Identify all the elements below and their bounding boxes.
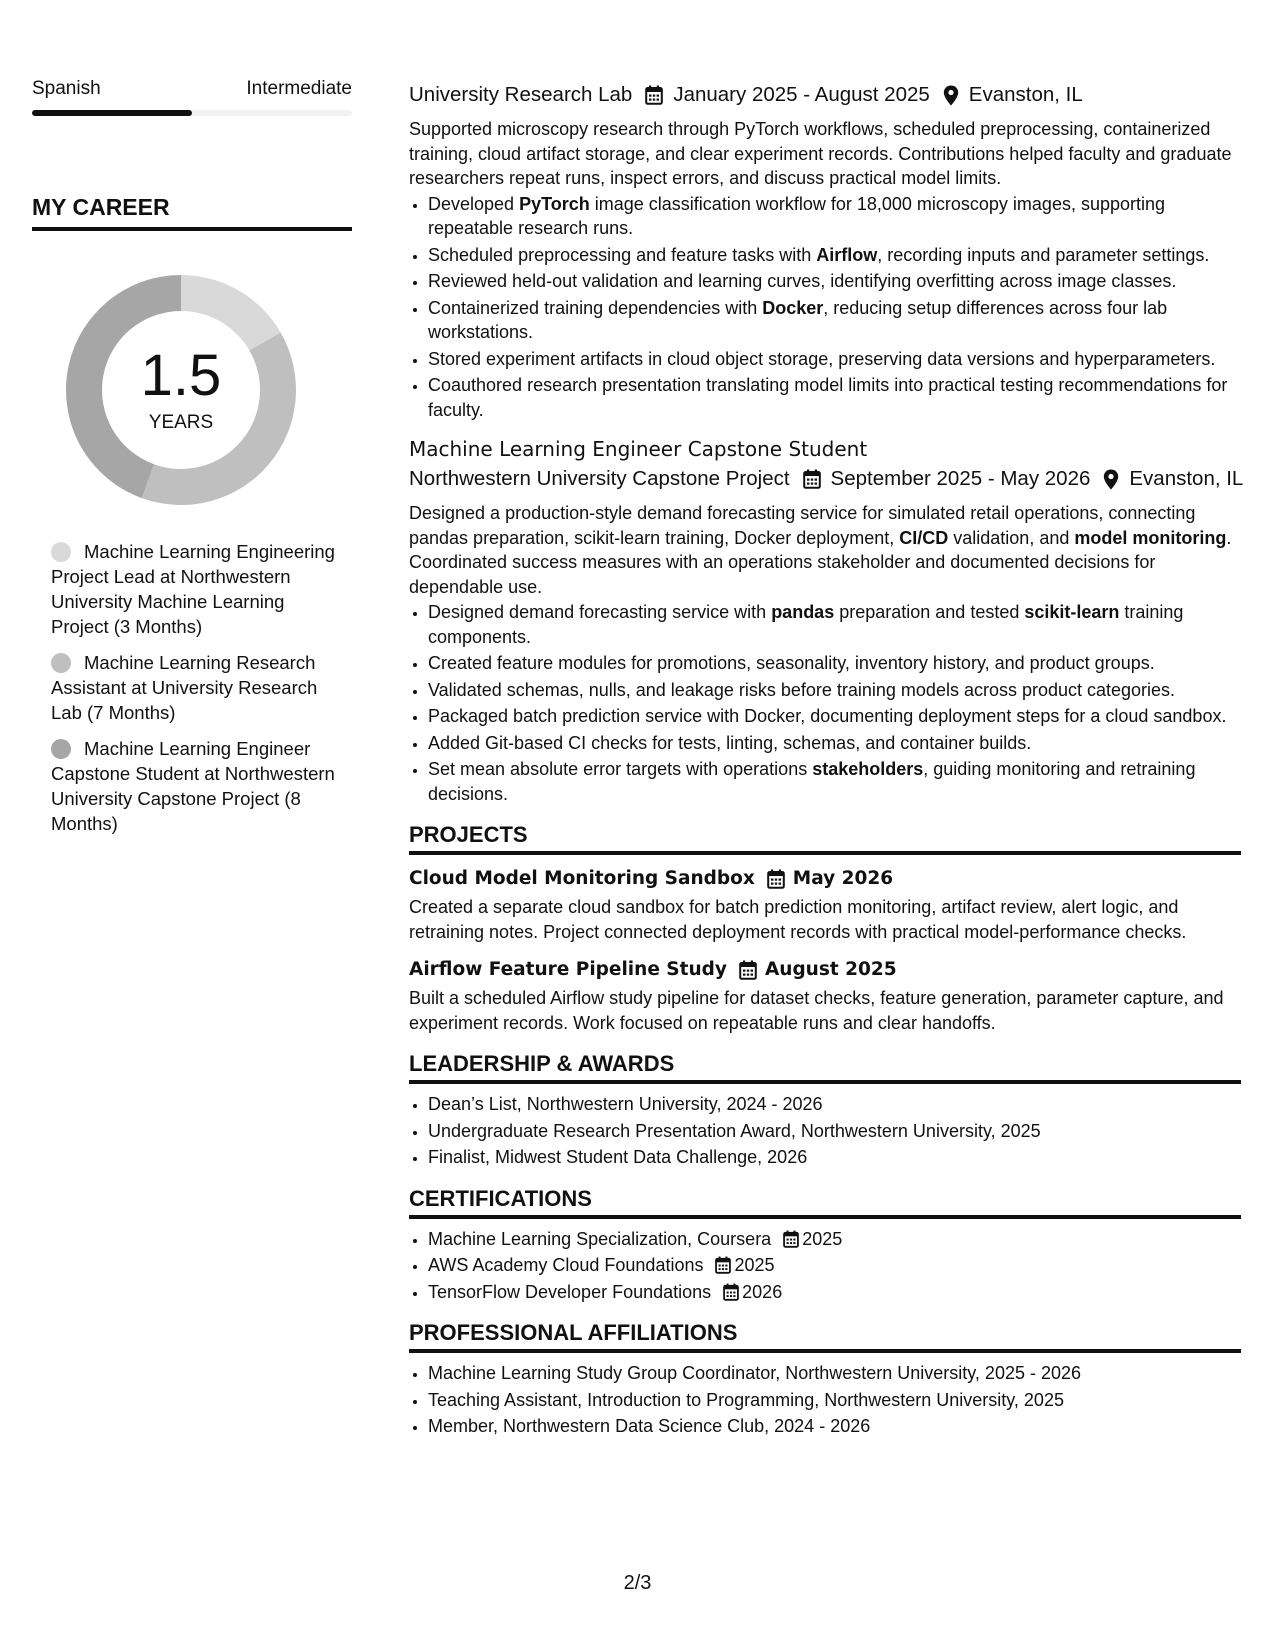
certification-year: 2025 <box>734 1255 775 1275</box>
career-total-value: 1.5 <box>140 343 222 408</box>
job-dates: September 2025 - May 2026 <box>830 467 1091 490</box>
main-content <box>409 80 1244 1441</box>
project-description: Built a scheduled Airflow study pipeline for dataset checks, feature generation, parameter capture, and experiment records. Work focused on repeatable runs and clear handoffs. <box>409 988 1224 1033</box>
certification-name: • AWS Academy Cloud Foundations <box>428 1255 704 1275</box>
calendar-icon <box>767 869 785 889</box>
certification-name: • Machine Learning Specialization, Coursera <box>428 1228 772 1249</box>
job-organization: University Research Lab <box>409 83 633 106</box>
career-heading: MY CAREER <box>32 194 352 231</box>
language-name: Spanish <box>32 78 101 99</box>
project-description: Created a separate cloud sandbox for batch prediction monitoring, artifact review, alert logic, and retraining notes. Project connected deployment records with practical model-performance checks. <box>409 897 1187 942</box>
project-title <box>409 956 1241 984</box>
career-legend-item <box>51 650 336 725</box>
list-item: • Designed demand forecasting service with pandas preparation and tested scikit-learn training components. <box>428 600 1241 649</box>
affiliations-heading: PROFESSIONAL AFFILIATIONS <box>409 1320 1241 1353</box>
calendar-icon <box>723 1283 739 1301</box>
calendar-icon <box>715 1256 731 1274</box>
certification-year: 2025 <box>802 1228 843 1249</box>
legend-dot-icon <box>51 739 71 759</box>
list-item: • Created feature modules for promotions, seasonality, inventory history, and product groups. <box>428 651 1241 676</box>
location-pin-icon <box>943 85 959 106</box>
job-bullets <box>409 600 1241 806</box>
donut-segment-1 <box>181 275 281 351</box>
list-item: • Dean’s List, Northwestern University, 2024 - 2026 <box>428 1092 1241 1117</box>
location-pin-icon <box>1103 469 1119 490</box>
list-item: • Stored experiment artifacts in cloud object storage, preserving data versions and hyperparameters. <box>428 347 1241 372</box>
job-dates: January 2025 - August 2025 <box>673 83 930 106</box>
list-item: • Packaged batch prediction service with Docker, documenting deployment steps for a cloud sandbox. <box>428 704 1241 729</box>
job-location: Evanston, IL <box>1129 467 1244 490</box>
list-item: • Member, Northwestern Data Science Club, 2024 - 2026 <box>428 1414 1241 1439</box>
career-donut <box>66 275 296 505</box>
calendar-icon <box>645 85 663 105</box>
job-organization: Northwestern University Capstone Project <box>409 467 790 490</box>
certifications-list <box>409 1227 1241 1305</box>
career-total-unit: YEARS <box>148 412 214 433</box>
project-date: May 2026 <box>792 868 894 889</box>
list-item <box>428 1280 1241 1305</box>
list-item: • Reviewed held-out validation and learning curves, identifying overfitting across image classes. <box>428 269 1241 294</box>
calendar-icon <box>803 469 821 489</box>
language-proficiency-bar <box>32 110 352 116</box>
list-item: • Coauthored research presentation translating model limits into practical testing recommendations for faculty. <box>428 373 1241 422</box>
career-legend-label: Machine Learning Research Assistant at University Research Lab (7 Months) <box>51 652 318 723</box>
affiliations-list <box>409 1361 1241 1439</box>
list-item: • Developed PyTorch image classification workflow for 18,000 microscopy images, supporting repeatable research runs. <box>428 192 1241 241</box>
page-number: 2/3 <box>623 1572 652 1594</box>
list-item: • Validated schemas, nulls, and leakage risks before training models across product categories. <box>428 678 1241 703</box>
job-summary: Supported microscopy research through PyTorch workflows, scheduled preprocessing, containerized training, cloud artifact storage, and clear experiment records. Contributions helped faculty and graduate researchers repeat runs, inspect errors, and discuss practical model limits. <box>409 119 1232 188</box>
projects-heading: PROJECTS <box>409 822 1241 855</box>
job-title: Machine Learning Engineer Capstone Student <box>409 437 868 461</box>
language-level: Intermediate <box>246 78 352 99</box>
career-legend-item <box>51 539 336 639</box>
calendar-icon <box>739 960 757 980</box>
career-legend-item <box>51 736 336 836</box>
list-item <box>428 1227 1241 1252</box>
job-bullets <box>409 192 1241 423</box>
project-title <box>409 865 1241 893</box>
list-item: • Teaching Assistant, Introduction to Programming, Northwestern University, 2025 <box>428 1388 1241 1413</box>
job-summary: Designed a production-style demand forecasting service for simulated retail operations, connecting pandas preparation, scikit-learn training, Docker deployment, CI/CD validation, and model monitoring. Coordinated success measures with an operations stakeholder and documented decisions for dependable use. <box>409 503 1232 597</box>
project-name: Airflow Feature Pipeline Study <box>409 959 727 980</box>
awards-heading: LEADERSHIP & AWARDS <box>409 1051 1241 1084</box>
sidebar <box>32 78 352 847</box>
project-date: August 2025 <box>764 959 897 980</box>
job-meta <box>409 80 1241 110</box>
list-item: • Finalist, Midwest Student Data Challenge, 2026 <box>428 1145 1241 1170</box>
job-location: Evanston, IL <box>968 83 1083 106</box>
career-legend <box>32 539 352 836</box>
career-legend-label: Machine Learning Engineer Capstone Student at Northwestern University Capstone Project (8 Months) <box>51 738 335 834</box>
career-legend-label: Machine Learning Engineering Project Lead at Northwestern University Machine Learning Project (3 Months) <box>51 541 335 637</box>
language-row <box>32 78 352 100</box>
list-item: • Machine Learning Study Group Coordinator, Northwestern University, 2025 - 2026 <box>428 1361 1241 1386</box>
legend-dot-icon <box>51 542 71 562</box>
certification-name: • TensorFlow Developer Foundations <box>428 1281 712 1302</box>
list-item: • Containerized training dependencies with Docker, reducing setup differences across four lab workstations. <box>428 296 1241 345</box>
list-item: • Undergraduate Research Presentation Award, Northwestern University, 2025 <box>428 1119 1241 1144</box>
legend-dot-icon <box>51 653 71 673</box>
certification-year: 2026 <box>742 1281 783 1302</box>
calendar-icon <box>783 1230 799 1248</box>
certifications-heading: CERTIFICATIONS <box>409 1186 1241 1219</box>
list-item <box>428 1253 1241 1278</box>
project-name: Cloud Model Monitoring Sandbox <box>409 868 755 889</box>
list-item: • Scheduled preprocessing and feature tasks with Airflow, recording inputs and parameter settings. <box>428 243 1241 268</box>
awards-list <box>409 1092 1241 1170</box>
list-item: • Added Git-based CI checks for tests, linting, schemas, and container builds. <box>428 731 1241 756</box>
job-meta <box>409 464 1244 494</box>
language-proficiency-fill <box>32 110 192 116</box>
list-item: • Set mean absolute error targets with operations stakeholders, guiding monitoring and retraining decisions. <box>428 757 1241 806</box>
